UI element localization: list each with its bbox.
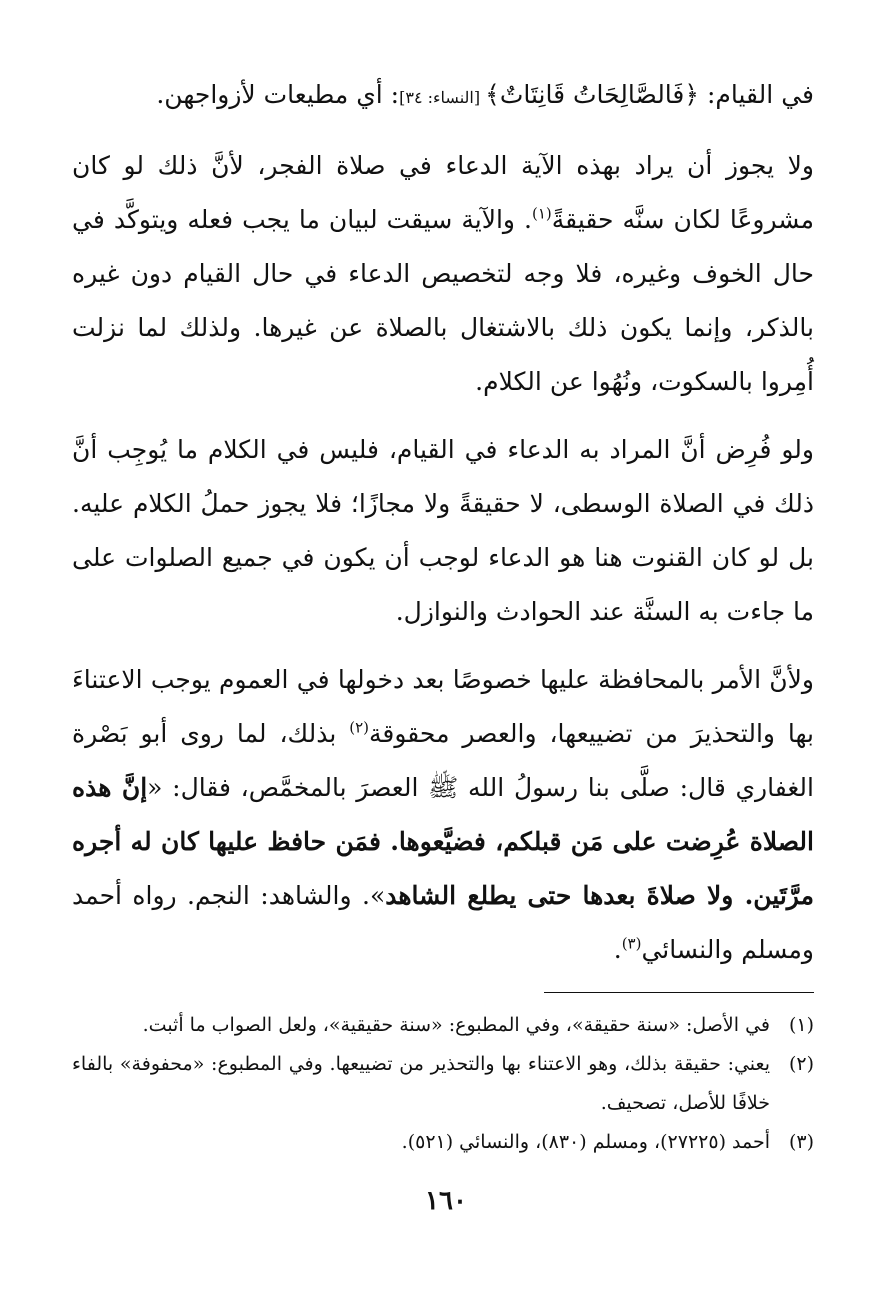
paragraph-2-text-a: ولا يجوز أن يراد بهذه الآية الدعاء في صلاة الفجر، لأنَّ ذلك لو كان مشروعًا لكان سنَّه حقيقةً (72, 151, 814, 234)
footnotes (72, 1006, 814, 1162)
quran-verse: ﴿فَالصَّالِحَاتُ قَانِتَاتٌ﴾ (485, 80, 700, 109)
footnote-number: (٢) (788, 1053, 814, 1075)
footnote-marker-1: (١) (531, 204, 552, 223)
footnote-text: في الأصل: «سنة حقيقة»، وفي المطبوع: «سنة حقيقية»، ولعل الصواب ما أثبت. (142, 1014, 770, 1036)
paragraph-3-text: ولو فُرِض أنَّ المراد به الدعاء في القيام، فليس في الكلام ما يُوجِب أنَّ ذلك في الصلاة الوسطى، لا حقيقةً ولا مجازًا؛ فلا يجوز حملُ الكلام عليه. بل لو كان القنوت هنا هو الدعاء لوجب أن يكون في جميع الصلوات على ما جاءت به السنَّة عند الحوادث والنوازل. (72, 435, 814, 626)
footnote-text: يعني: حقيقة بذلك، وهو الاعتناء بها والتحذير من تضييعها. وفي المطبوع: «محفوفة» بالفاء خلافًا للأصل، تصحيف. (72, 1053, 770, 1114)
footnote-3 (72, 1123, 814, 1162)
paragraph-4-text-c: ». والشاهد: النجم. رواه أحمد ومسلم والنسائي (72, 881, 814, 964)
paragraph-4 (72, 653, 814, 977)
footnote-number: (٣) (788, 1131, 814, 1153)
quran-reference: [النساء: ٣٤] (399, 88, 486, 107)
hadith-text: إنَّ هذه الصلاة عُرِضت على مَن قبلكم، فضيَّعوها. فمَن حافظ عليها كان له أجره مرَّتَين. ولا صلاةَ بعدها حتى يطلع الشاهد (72, 773, 814, 910)
paragraph-1 (72, 68, 814, 125)
footnote-number: (١) (788, 1014, 814, 1036)
footnote-1 (72, 1006, 814, 1045)
footnote-text: أحمد (٢٧٢٢٥)، ومسلم (٨٣٠)، والنسائي (٥٢١). (401, 1131, 770, 1153)
page-body (72, 60, 814, 977)
page-number: ١٦٠ (425, 1186, 467, 1216)
paragraph-4-text-d: . (613, 935, 622, 964)
footnote-marker-2: (٢) (349, 718, 370, 737)
paragraph-1-tail: : أي مطيعات لأزواجهن. (156, 80, 400, 109)
paragraph-2-text-b: . والآية سيقت لبيان ما يجب فعله ويتوكَّد في حال الخوف وغيره، فلا وجه لتخصيص الدعاء في حال القيام دون غيره بالذكر، وإنما يكون ذلك بالاشتغال بالصلاة عن غيرها. ولذلك لما نزلت أُمِروا بالسكوت، ونُهُوا عن الكلام. (72, 205, 814, 396)
paragraph-1-lead: في القيام: (699, 80, 814, 109)
footnote-divider (544, 992, 814, 993)
paragraph-3 (72, 423, 814, 639)
paragraph-4-text-b: بذلك، لما روى أبو بَصْرة الغفاري قال: صلَّى بنا رسولُ الله ﷺ العصرَ بالمخمَّص، فقال: « (72, 719, 814, 802)
paragraph-4-text-a: ولأنَّ الأمر بالمحافظة عليها خصوصًا بعد دخولها في العموم يوجب الاعتناءَ بها والتحذيرَ من تضييعها، والعصر محقوقة (72, 665, 814, 748)
footnote-marker-3: (٣) (621, 934, 642, 953)
paragraph-2 (72, 139, 814, 409)
footnote-2 (72, 1045, 814, 1123)
